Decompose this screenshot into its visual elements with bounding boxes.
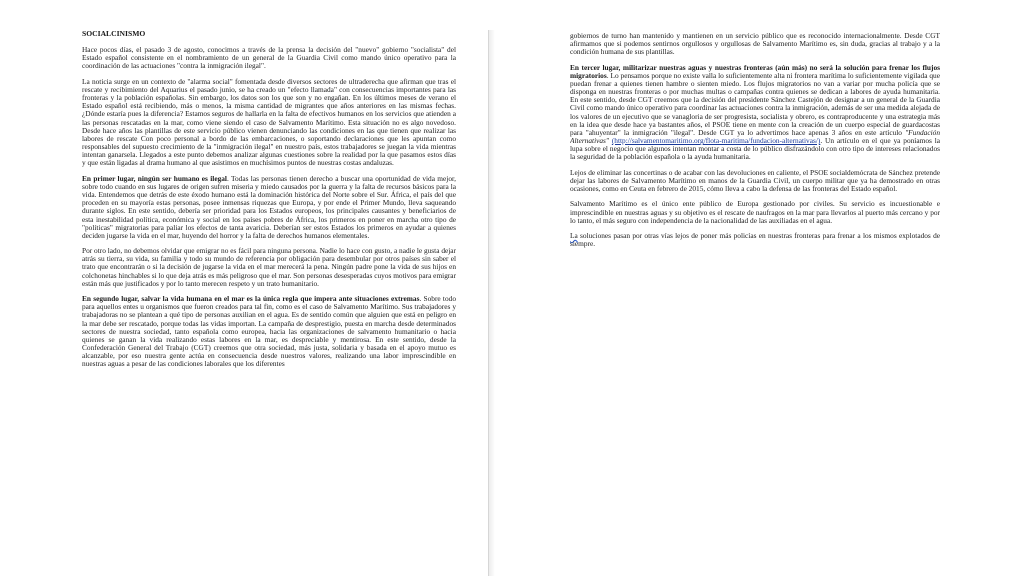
paragraph-body: . Un artículo en el que ya poníamos la lupa sobre el negocio que algunos intentan montar a costa de lo público disfrazándolo con otro tipo de intereses relacionados la seguridad de la población española o la ayuda humanitaria. xyxy=(570,136,940,162)
paragraph: Por otro lado, no debemos olvidar que emigrar no es fácil para ninguna persona. Nadie lo hace con gusto, a nadie le gusta dejar atrás su tierra, su vida, su familia y todo su mundo de referencia por obligación para desembular por otros países sin saber el trato que encontrarán o si la decisión de jugarse la vida en el mar merecerá la pena. Ningún padre pone la vida de sus hijos en colchonetas hinchables si lo que deja atrás es más peligroso que el mar. Son personas desesperadas cuyos motivos para emigrar están más que justificados y por lo tanto merecen respeto y un trato humanitario. xyxy=(82,246,456,288)
paragraph-body: . Lo pensamos porque no existe valla lo suficientemente alta ni frontera marítima lo suficientemente vigilada que puedan frenar a quienes tienen hambre o sienten miedo. Los flujos migratorios no van a variar por mucha policía que se disponga en nuestras fronteras o por muchas multas o campañas contra quienes se dedican a labores de ayuda humanitaria. En este sentido, desde CGT creemos que la decisión del presidente Sánchez Castejón de designar a un general de la Guardia Civil como mando único operativo para coordinar las actuaciones contra la inmigración, además de ser una medida alejada de los valores de un ejecutivo que se vanagloria de ser progresista, socialista y obrero, es contraproducente y una estrategia más en la idea que desde hace ya bastantes años, el PSOE tiene en mente con la creación de un cuerpo especial de guardacostas para "ahuyentar" la inmigración "ilegal". Desde CGT ya lo advertimos hace apenas 3 años en este artículo xyxy=(570,70,940,137)
paragraph-body: soluciones pasan por otras vías lejos de poner más policías en nuestras fronteras para frenar a los mismos explotados de siempre. xyxy=(570,231,940,249)
document-page-left xyxy=(82,30,456,576)
spellcheck-word[interactable]: La xyxy=(570,231,578,241)
article-title: "Fundación Alternativas" xyxy=(570,127,940,146)
paragraph xyxy=(570,232,940,248)
document-title: SOCIALCINISMO xyxy=(82,30,146,38)
article-link[interactable]: (http://salvamentomaritimo.org/flota-maritima/fundacion-alternativas/) xyxy=(611,136,821,146)
paragraph: Lejos de eliminar las concertinas o de acabar con las devoluciones en caliente, el PSOE socialdemócrata de Sánchez pretende dejar las labores de Salvamento Marítimo en manos de la Guardia Civil, un cuerpo militar que ya ha demostrado en otras ocasiones, como en Ceuta en febrero de 2015, cómo lleva a cabo la defensa de las fronteras del Estado español. xyxy=(570,167,940,194)
paragraph: Hace pocos días, el pasado 3 de agosto, conocimos a través de la prensa la decisión del "nuevo" gobierno "socialista" del Estado español consistente en el nombramiento de un general de la Guardia Civil como mando único operativo para la coordinación de las actuaciones "contra la inmigración ilegal". xyxy=(82,45,456,71)
paragraph: gobiernos de turno han mantenido y mantienen en un servicio público que es reconocido internacionalmente. Desde CGT afirmamos que si podemos sentirnos orgullosos y orgullosas de Salvamento Marítimo es, sin duda, gracias al trabajo y a la condición humana de sus plantillas. xyxy=(570,32,940,57)
paragraph-body: . Todas las personas tienen derecho a buscar una oportunidad de vida mejor, sobre todo cuando en sus lugares de origen sufren miseria y miedo causados por la guerra y la falta de recursos básicos para la vida. Entendemos que detrás de este éxodo humano está la dominación histórica del Norte sobre el Sur. África, el país del que proceden en su mayoría estas personas, posee inmensas riquezas que Europa, y por ende el Primer Mundo, lleva saqueando durante siglos. En este sentido, debería ser prioridad para los Estados europeos, los principales causantes y beneficiarios de esta inestabilidad política, económica y social en los países pobres de África, los primeros en poner en marcha otro tipo de "políticas" migratorias para paliar los efectos de tanta avaricia. Deberían ser estos Estados los primeros en ayudar a quienes deciden jugarse la vida en el mar, huyendo del horror y la falta de derechos humanos elementales. xyxy=(82,173,456,240)
paragraph-lead-bold: En primer lugar, ningún ser humano es ilegal xyxy=(82,173,227,183)
paragraph: Salvamento Marítimo es el único ente público de Europa gestionado por civiles. Su servicio es incuestionable e imprescindible en nuestras aguas y su objetivo es el rescate de naufragos en la mar para llevarlos al puerto más cercano y por lo tanto, el más seguro con independencia de la nacionalidad de las auxiliadas en el agua. xyxy=(570,199,940,225)
page-shadow xyxy=(489,30,495,576)
paragraph-lead-bold: En segundo lugar, salvar la vida humana en el mar es la única regla que impera ante situaciones extremas xyxy=(82,294,420,304)
paragraph-body: . Sobre todo para aquellos entes u organismos que fueron creados para tal fin, como es el caso de Salvamento Marítimo. Sus trabajadores y trabajadoras no se plantean a qué tipo de personas auxilian en el agua. Es de sentido común que alguien que está en peligro en la mar debe ser rescatado, porque todas las vidas importan. La campaña de desprestigio, puesta en marcha desde determinados sectores de nuestra sociedad, tanto española como europea, hacia las organizaciones de salvamento humanitario o hacia quienes se ganan la vida realizando estas labores en la mar, es despreciable y mentirosa. En este sentido, desde la Confederación General del Trabajo (CGT) creemos que otra sociedad, más justa, solidaria y basada en el apoyo mutuo es alcanzable, por eso nuestra gente actúa en consecuencia desde nuestros valores, realizando una labor imprescindible en nuestras aguas a pesar de las condiciones laborales que los diferentes xyxy=(82,294,456,369)
paragraph xyxy=(570,64,940,162)
paragraph xyxy=(82,295,456,368)
paragraph: La noticia surge en un contexto de "alarma social" fomentada desde diversos sectores de ultraderecha que afirman que tras el rescate y recibimiento del Aquarius el pasado junio, se ha creado un "efecto llamada" con consecuencias importantes para las fronteras y la población españolas. Sin embargo, los datos son los que son y no engañan. En los últimos meses de verano el Estado español está recibiendo, más o menos, la misma cantidad de migrantes que años anteriores en las mismas fechas. ¿Dónde estaría pues la diferencia? Estamos seguros de hallarla en la falta de efectivos humanos en los servicios que atienden a las personas rescatadas en la mar, como viene siendo el caso de Salvamento Marítimo. Esta situación no es algo novedoso. Desde hace años las plantillas de este servicio público vienen denunciando las condiciones en las que tienen que realizar las labores de rescate Con poco personal a bordo de las embarcaciones, o soportando declaraciones que les apuntan como responsables del supuesto crecimiento de la "inmigración ilegal" en nuestro país, estos trabajadores se juegan la vida mientras intentan ganarsela. Llegados a este punto debemos analizar algunas cuestiones sobre la realidad por la que pasamos estos días y que están ligadas al drama humano al que asistimos en muchísimos puntos de nuestras costas andaluzas. xyxy=(82,76,456,168)
document-page-right xyxy=(570,32,940,576)
paragraph-lead-bold: En tercer lugar, militarizar nuestras aguas y nuestras fronteras (aún más) no será la solución para frenar los flujos migratorios xyxy=(570,62,940,80)
paragraph xyxy=(82,175,456,240)
